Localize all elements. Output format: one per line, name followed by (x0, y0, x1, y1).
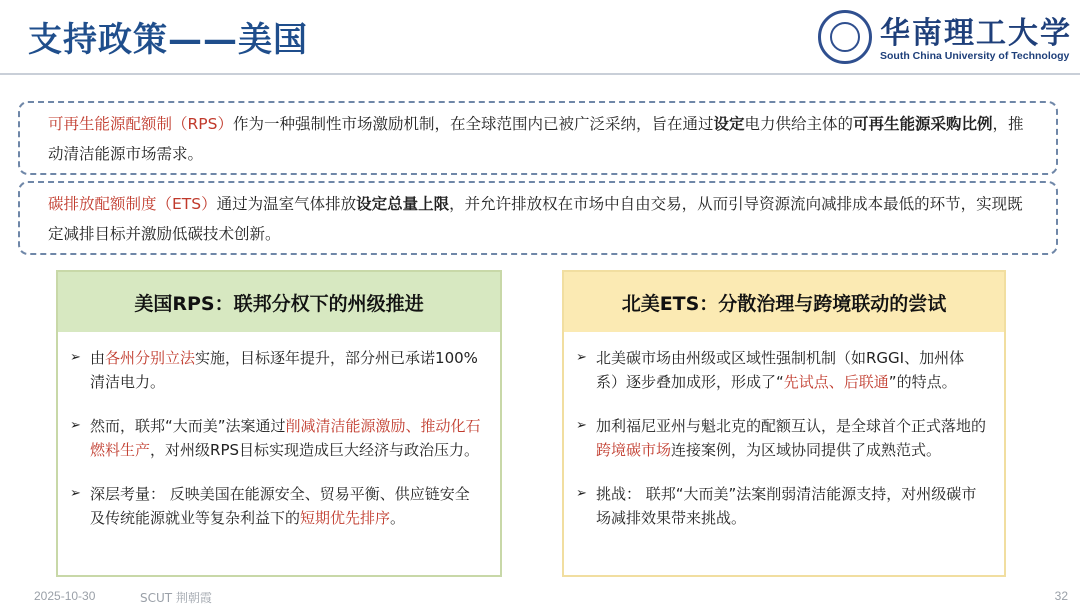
na-ets-panel (562, 270, 1006, 577)
arrow-bullet-icon: ➢ (70, 486, 81, 501)
us-rps-panel-title: 美国RPS：联邦分权下的州级推进 (58, 272, 500, 332)
text-segment: ”的特点。 (888, 373, 957, 391)
arrow-bullet-icon: ➢ (576, 350, 587, 365)
ets-definition-box (18, 181, 1058, 255)
text-segment: 电力供给主体的 (744, 115, 854, 133)
list-item-text (90, 482, 482, 530)
text-segment: 先试点、后联通 (783, 373, 889, 391)
text-segment: 跨境碳市场 (596, 441, 672, 459)
text-segment: ，并允许排放权在市场中自由交易，从而引导资源流向减排成本最低的环节，实现既定减排目标并激励低碳技术创新。 (48, 195, 1023, 243)
text-segment: 加利福尼亚州与魁北克的配额互认，是全球首个正式落地的 (596, 417, 987, 435)
text-segment: 设定 (713, 115, 745, 133)
list-item (576, 346, 986, 394)
text-segment: 各州分别立法 (105, 349, 196, 367)
text-segment: 设定总量上限 (356, 195, 450, 213)
rps-definition-box (18, 101, 1058, 175)
text-segment: 可再生能源配额制（RPS） (48, 115, 233, 133)
page-number: 32 (1054, 589, 1068, 603)
text-segment: 然而，联邦“大而美”法案通过 (90, 417, 286, 435)
text-segment: 碳排放配额制度（ETS） (48, 195, 217, 213)
university-logo (818, 6, 1072, 68)
list-item (70, 346, 482, 394)
text-segment: 连接案例，为区域协同提供了成熟范式。 (671, 441, 942, 459)
university-name-en: South China University of Technology (880, 50, 1070, 62)
university-emblem-icon (818, 10, 872, 64)
header-divider (0, 73, 1080, 75)
list-item (576, 482, 986, 530)
list-item-text (90, 414, 482, 462)
list-item-text (596, 346, 986, 394)
arrow-bullet-icon: ➢ (576, 418, 587, 433)
na-ets-panel-title: 北美ETS：分散治理与跨境联动的尝试 (564, 272, 1004, 332)
page-title: 支持政策——美国 (28, 20, 308, 60)
footer-source: SCUT 荆朝霞 (140, 591, 212, 605)
list-item (70, 414, 482, 462)
text-segment: ，对州级RPS目标实现造成巨大经济与政治压力。 (150, 441, 480, 459)
text-segment: ，推动清洁能源市场需求。 (48, 115, 1024, 163)
rps-definition-text (48, 115, 1024, 163)
text-segment: 由 (90, 349, 106, 367)
ets-definition-text (48, 195, 1023, 243)
arrow-bullet-icon: ➢ (70, 350, 81, 365)
list-item-text (596, 414, 986, 462)
us-rps-panel (56, 270, 502, 577)
university-name-cn: 华南理工大学 (880, 16, 1072, 51)
list-item-text (90, 346, 482, 394)
text-segment: 削减清洁能源激励、推动化石燃料生产 (90, 417, 481, 459)
footer-date: 2025-10-30 (34, 589, 96, 603)
list-item-text (596, 482, 986, 530)
list-item (576, 414, 986, 462)
text-segment: 通过为温室气体排放 (216, 195, 357, 213)
arrow-bullet-icon: ➢ (576, 486, 587, 501)
text-segment: 短期优先排序 (300, 509, 391, 527)
text-segment: 作为一种强制性市场激励机制，在全球范围内已被广泛采纳，旨在通过 (232, 115, 714, 133)
arrow-bullet-icon: ➢ (70, 418, 81, 433)
text-segment: 可再生能源采购比例 (853, 115, 993, 133)
text-segment: 。 (390, 509, 406, 527)
text-segment: 深层考量： 反映美国在能源安全、贸易平衡、供应链安全及传统能源就业等复杂利益下的 (90, 485, 470, 527)
text-segment: 实施，目标逐年提升，部分州已承诺100%清洁电力。 (90, 349, 478, 391)
text-segment: 北美碳市场由州级或区域性强制机制（如RGGI、加州体系）逐步叠加成形，形成了“ (596, 349, 965, 391)
list-item (70, 482, 482, 530)
text-segment: 挑战： 联邦“大而美”法案削弱清洁能源支持，对州级碳市场减排效果带来挑战。 (596, 485, 977, 527)
